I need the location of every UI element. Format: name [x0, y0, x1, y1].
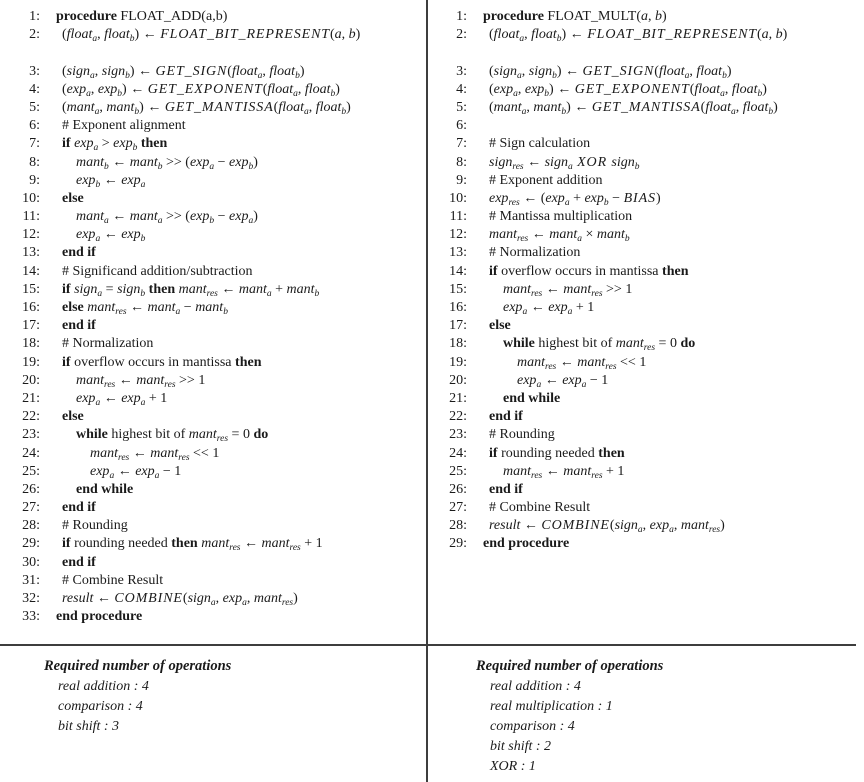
algo-line	[16, 81, 420, 99]
code-text: mant$_b$ ← mant$_b$ >> $(\exp_a - \exp_b)$	[76, 154, 258, 172]
code-text: # Combine Result	[62, 572, 164, 588]
code-text: # Combine Result	[489, 500, 591, 516]
code-text: end while	[76, 481, 134, 497]
code-text: else	[62, 409, 84, 425]
code-text: end while	[503, 390, 561, 406]
line-number: 15:	[449, 281, 467, 297]
algo-line	[443, 81, 857, 99]
algo-line	[443, 408, 857, 426]
line-number: 30:	[22, 554, 40, 570]
algo-line	[16, 535, 420, 553]
algo-line	[16, 299, 420, 317]
algo-line	[443, 172, 857, 190]
code-text: ($\exp_a$, $\exp_b$) ← GET_EXPONENT(float$_a$, float$_b$)	[62, 81, 340, 99]
line-number: 16:	[22, 300, 40, 315]
algo-line	[443, 135, 857, 153]
code-text: end procedure	[56, 609, 143, 625]
line-number: 13:	[22, 245, 40, 261]
line-number: 17:	[449, 318, 467, 334]
code-text: mant$_{res}$ ← mant$_{res}$ >> 1	[76, 372, 206, 390]
operation-count: real multiplication : 1	[490, 699, 613, 714]
algo-line	[16, 99, 420, 117]
code-text: mant$_{res}$ ← mant$_{res}$ >> 1	[503, 281, 633, 299]
line-number: 20:	[22, 372, 40, 388]
algo-line	[443, 99, 857, 117]
line-number: 4:	[29, 81, 40, 97]
algo-line	[16, 63, 420, 81]
line-number: 26:	[22, 481, 40, 497]
operation-count: bit shift : 3	[58, 719, 120, 734]
code-text: while highest bit of mant$_{res}$ = 0 do	[76, 427, 269, 445]
code-text: end if	[489, 409, 523, 425]
code-text: # Exponent addition	[489, 172, 603, 188]
line-number: 18:	[22, 336, 40, 352]
code-text: # Exponent alignment	[62, 118, 186, 134]
algo-line	[443, 299, 857, 317]
line-number: 22:	[22, 409, 40, 425]
code-text: $\exp_a$ ← $\exp_a + 1$	[503, 300, 595, 317]
line-number: 6:	[29, 118, 40, 134]
line-number: 13:	[449, 245, 467, 261]
code-text: else	[62, 190, 84, 206]
algo-line	[16, 499, 420, 517]
code-text: mant$_{res}$ ← mant$_{res}$ << 1	[90, 445, 220, 463]
code-text: end procedure	[483, 536, 570, 552]
line-number: 29:	[22, 536, 40, 552]
algo-line	[16, 354, 420, 372]
code-text: $\exp_{res}$ ← ($\exp_a + \exp_b$ − BIAS)	[489, 190, 661, 208]
operations-title: Required number of operations	[44, 658, 232, 674]
line-number: 23:	[449, 427, 467, 443]
operations-list	[476, 677, 663, 777]
code-text: if rounding needed then mant$_{res}$ ← mant$_{res}$ + 1	[62, 536, 323, 554]
algo-line	[443, 372, 857, 390]
line-number: 24:	[22, 445, 40, 461]
algo-line	[443, 190, 857, 208]
code-text: ($\exp_a$, $\exp_b$) ← GET_EXPONENT(float$_a$, float$_b$)	[489, 81, 767, 99]
algo-line	[16, 335, 420, 353]
line-number: 3:	[29, 63, 40, 79]
code-text: mant$_{res}$ ← mant$_{res}$ + 1	[503, 463, 625, 481]
line-number: 12:	[22, 227, 40, 243]
code-text: $\exp_a$ ← $\exp_a - 1$	[90, 463, 182, 481]
code-text: (float$_a$, float$_b$) ← FLOAT_BIT_REPRESENT(a, b)	[489, 27, 788, 45]
line-number: 19:	[22, 354, 40, 370]
operation-count: comparison : 4	[490, 719, 575, 734]
operations-summary-float-add	[44, 656, 231, 737]
line-number: 2:	[29, 27, 40, 43]
algo-line	[443, 244, 857, 262]
algo-line	[16, 263, 420, 281]
code-text: mant$_{res}$ ← mant$_{res}$ << 1	[517, 354, 647, 372]
code-text: procedure FLOAT_ADD(a,b)	[56, 9, 228, 24]
algo-line	[16, 426, 420, 444]
code-text: if rounding needed then	[489, 445, 625, 461]
algo-line	[16, 208, 420, 226]
code-text: (sign$_a$, sign$_b$) ← GET_SIGN(float$_a$, float$_b$)	[489, 63, 732, 81]
line-number: 14:	[22, 263, 40, 279]
algo-line	[16, 26, 420, 44]
code-text: (sign$_a$, sign$_b$) ← GET_SIGN(float$_a$, float$_b$)	[62, 63, 305, 81]
code-text: # Significand addition/subtraction	[62, 263, 253, 279]
algo-line	[16, 572, 420, 590]
line-number: 5:	[29, 99, 40, 115]
algo-line	[443, 335, 857, 353]
algo-line	[443, 154, 857, 172]
algo-line	[16, 372, 420, 390]
algo-line	[443, 226, 857, 244]
algo-line	[16, 281, 420, 299]
line-number: 19:	[449, 354, 467, 370]
operation-count: comparison : 4	[58, 699, 143, 714]
algo-line	[443, 426, 857, 444]
line-number: 25:	[449, 463, 467, 479]
code-text: # Sign calculation	[489, 136, 591, 152]
line-number: 25:	[22, 463, 40, 479]
code-text: $\exp_a$ ← $\exp_a + 1$	[76, 390, 168, 408]
code-text: $\exp_b$ ← $\exp_a$	[76, 172, 146, 190]
algo-line	[16, 244, 420, 262]
operation-count: real addition : 4	[58, 679, 149, 694]
line-number: 11:	[22, 209, 40, 225]
algo-line	[16, 8, 420, 26]
line-number: 14:	[449, 263, 467, 279]
line-number: 33:	[22, 609, 40, 625]
line-number: 31:	[22, 572, 40, 588]
code-text: # Rounding	[62, 518, 128, 534]
line-number: 8:	[456, 154, 467, 170]
algo-line	[16, 445, 420, 463]
line-number: 3:	[456, 63, 467, 79]
algo-line	[16, 154, 420, 172]
algo-line	[443, 317, 857, 335]
line-number: 2:	[456, 27, 467, 43]
code-text: sign$_{res}$ ← sign$_a$ XOR sign$_b$	[489, 154, 640, 172]
line-number: 21:	[22, 390, 40, 406]
code-text: procedure FLOAT_MULT(a, b)	[483, 9, 667, 24]
line-number: 5:	[456, 99, 467, 115]
algo-line	[16, 517, 420, 535]
code-text: if overflow occurs in mantissa then	[62, 354, 262, 370]
operation-count: bit shift : 2	[490, 739, 552, 754]
code-text: end if	[62, 245, 96, 261]
code-text: (float$_a$, float$_b$) ← FLOAT_BIT_REPRESENT(a, b)	[62, 27, 361, 45]
line-number: 27:	[449, 500, 467, 516]
line-number: 16:	[449, 300, 467, 315]
line-number: 1:	[29, 9, 40, 24]
line-number: 29:	[449, 536, 467, 552]
code-text: end if	[62, 554, 96, 570]
line-number: 26:	[449, 481, 467, 497]
operations-summary-float-mult	[476, 656, 663, 777]
horizontal-divider	[0, 644, 856, 646]
operation-count: real addition : 4	[490, 679, 581, 694]
code-text: end if	[489, 481, 523, 497]
algo-line	[16, 481, 420, 499]
operations-list	[44, 677, 231, 737]
line-number: 23:	[22, 427, 40, 443]
line-number: 28:	[22, 518, 40, 534]
line-number: 6:	[456, 118, 467, 134]
code-text: # Mantissa multiplication	[489, 209, 633, 225]
code-text: if $\exp_a > \exp_b$ then	[62, 136, 168, 154]
vertical-divider	[426, 0, 428, 782]
code-text: $\exp_a$ ← $\exp_a - 1$	[517, 372, 609, 390]
line-number: 9:	[456, 172, 467, 188]
algo-line	[443, 517, 857, 535]
algo-line	[16, 135, 420, 153]
code-text: end if	[62, 318, 96, 334]
operations-title: Required number of operations	[476, 658, 664, 674]
line-number: 24:	[449, 445, 467, 461]
algo-line	[443, 390, 857, 408]
line-number: 9:	[29, 172, 40, 188]
line-number: 10:	[22, 190, 40, 206]
line-number: 11:	[449, 209, 467, 225]
code-text: if overflow occurs in mantissa then	[489, 263, 689, 279]
algo-line	[443, 8, 857, 26]
operation-count: XOR : 1	[490, 759, 536, 774]
line-number: 7:	[456, 136, 467, 152]
algo-line	[16, 390, 420, 408]
line-number: 7:	[29, 136, 40, 152]
line-number: 22:	[449, 409, 467, 425]
code-text: result ← COMBINE(sign$_a$, $\exp_a$, mant$_{res}$)	[62, 591, 298, 608]
code-text: (mant$_a$, mant$_b$) ← GET_MANTISSA(float$_a$, float$_b$)	[489, 99, 778, 117]
code-text: while highest bit of mant$_{res}$ = 0 do	[503, 336, 696, 354]
line-number: 12:	[449, 227, 467, 243]
line-number: 27:	[22, 500, 40, 516]
code-text: else mant$_{res}$ ← mant$_a$ − mant$_b$	[62, 300, 228, 317]
line-number: 32:	[22, 591, 40, 606]
algo-line	[16, 190, 420, 208]
algo-line	[443, 499, 857, 517]
algo-line	[443, 26, 857, 44]
line-number: 4:	[456, 81, 467, 97]
code-text: # Rounding	[489, 427, 555, 443]
line-number: 1:	[456, 9, 467, 24]
algo-line	[443, 481, 857, 499]
code-text: (mant$_a$, mant$_b$) ← GET_MANTISSA(float$_a$, float$_b$)	[62, 99, 351, 117]
line-number: 10:	[449, 190, 467, 206]
algo-line	[443, 445, 857, 463]
code-text: mant$_{res}$ ← mant$_a$ × mant$_b$	[489, 227, 630, 245]
code-text: if sign$_a$ = sign$_b$ then mant$_{res}$ ← mant$_a$ + mant$_b$	[62, 281, 320, 299]
algo-line	[443, 281, 857, 299]
algo-line	[443, 263, 857, 281]
algo-line	[443, 63, 857, 81]
code-text: # Normalization	[62, 336, 154, 352]
line-number: 18:	[449, 336, 467, 352]
code-text: mant$_a$ ← mant$_a$ >> $(\exp_b - \exp_a)$	[76, 209, 258, 227]
algo-line	[16, 408, 420, 426]
line-number: 15:	[22, 281, 40, 297]
line-number: 28:	[449, 518, 467, 534]
code-text: # Normalization	[489, 245, 581, 261]
code-text: end if	[62, 500, 96, 516]
algorithm-float-mult	[443, 8, 857, 554]
code-text: result ← COMBINE(sign$_a$, $\exp_a$, mant$_{res}$)	[489, 518, 725, 536]
code-text: $\exp_a$ ← $\exp_b$	[76, 227, 146, 245]
algo-line	[16, 590, 420, 608]
line-number: 20:	[449, 372, 467, 388]
code-text: else	[489, 318, 511, 334]
algo-line	[443, 463, 857, 481]
algorithm-float-add	[16, 8, 420, 626]
line-number: 8:	[29, 154, 40, 170]
line-number: 17:	[22, 318, 40, 334]
line-number: 21:	[449, 390, 467, 406]
